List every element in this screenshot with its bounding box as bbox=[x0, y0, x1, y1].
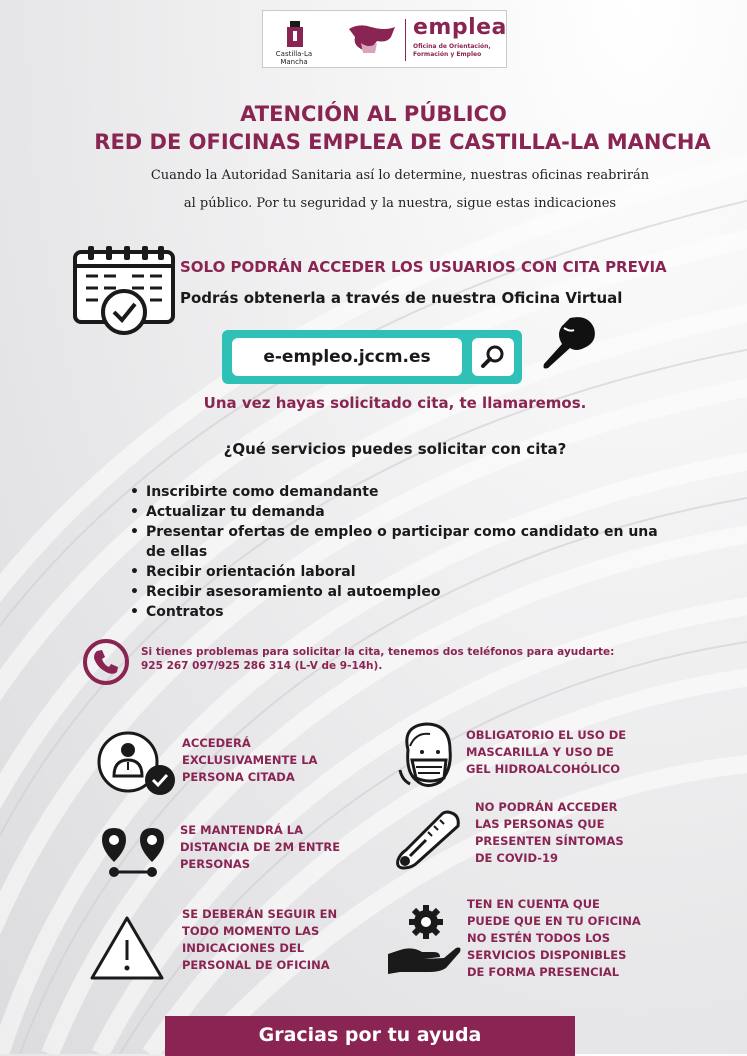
rule-indicaciones-line: INDICACIONES DEL bbox=[182, 941, 305, 955]
list-item: • Presentar ofertas de empleo o participar como candidato en una de ellas bbox=[128, 522, 668, 562]
pointing-hand-icon bbox=[540, 314, 600, 372]
search-button[interactable] bbox=[472, 338, 514, 376]
distance-pins-icon bbox=[100, 826, 166, 880]
rule-sintomas-line: NO PODRÁN ACCEDER bbox=[475, 800, 618, 814]
services-list bbox=[128, 482, 668, 622]
call-back-notice: Una vez hayas solicitado cita, te llamaremos. bbox=[203, 394, 587, 412]
rule-servicios-line: PUEDE QUE EN TU OFICINA bbox=[467, 914, 641, 928]
rule-indicaciones-line: PERSONAL DE OFICINA bbox=[182, 958, 330, 972]
brand-name: emplea bbox=[413, 15, 507, 40]
rule-distancia-line: PERSONAS bbox=[180, 857, 251, 871]
phone-help-text bbox=[141, 645, 661, 673]
page-subtitle: RED DE OFICINAS EMPLEA DE CASTILLA-LA MANCHA bbox=[94, 130, 711, 154]
thermometer-icon bbox=[392, 808, 464, 874]
rule-mascarilla bbox=[466, 727, 626, 778]
page-title: ATENCIÓN AL PÚBLICO bbox=[240, 102, 507, 126]
cita-previa-subtitle: Podrás obtenerla a través de nuestra Oficina Virtual bbox=[180, 289, 623, 307]
rule-citada-line: ACCEDERÁ bbox=[182, 736, 251, 750]
hand-gear-icon bbox=[386, 902, 462, 978]
rule-distancia-line: DISTANCIA DE 2M ENTRE bbox=[180, 840, 341, 854]
rule-indicaciones bbox=[182, 906, 337, 974]
rule-mascarilla-line: GEL HIDROALCOHÓLICO bbox=[466, 762, 621, 776]
rule-mascarilla-line: MASCARILLA Y USO DE bbox=[466, 745, 614, 759]
list-item: • Actualizar tu demanda bbox=[128, 502, 668, 522]
rule-servicios bbox=[467, 896, 641, 981]
rule-servicios-line: DE FORMA PRESENCIAL bbox=[467, 965, 620, 979]
rule-indicaciones-line: SE DEBERÁN SEGUIR EN bbox=[182, 907, 338, 921]
rule-mascarilla-line: OBLIGATORIO EL USO DE bbox=[466, 728, 627, 742]
rule-sintomas-line: LAS PERSONAS QUE bbox=[475, 817, 605, 831]
calendar-check-icon bbox=[72, 244, 176, 336]
brand-subtitle: Oficina de Orientación, Formación y Empleo bbox=[413, 43, 491, 58]
person-check-icon bbox=[96, 730, 178, 798]
rule-sintomas-line: DE COVID-19 bbox=[475, 851, 559, 865]
rule-servicios-line: NO ESTÉN TODOS LOS bbox=[467, 931, 611, 945]
list-item: • Contratos bbox=[128, 602, 668, 622]
rule-indicaciones-line: TODO MOMENTO LAS bbox=[182, 924, 320, 938]
rule-servicios-line: SERVICIOS DISPONIBLES bbox=[467, 948, 627, 962]
services-heading: ¿Qué servicios puedes solicitar con cita? bbox=[223, 440, 567, 458]
rule-distancia bbox=[180, 822, 340, 873]
region-name: Castilla-La Mancha bbox=[275, 50, 313, 66]
phone-numbers: 925 267 097/925 286 314 (L-V de 9-14h). bbox=[141, 660, 383, 672]
logo-box bbox=[262, 10, 507, 68]
rule-sintomas-line: PRESENTEN SÍNTOMAS bbox=[475, 834, 624, 848]
face-mask-icon bbox=[396, 720, 458, 790]
rule-citada-line: PERSONA CITADA bbox=[182, 770, 295, 784]
magnifier-icon bbox=[472, 338, 514, 376]
footer-thanks: Gracias por tu ayuda bbox=[165, 1016, 575, 1056]
intro-line-1: Cuando la Autoridad Sanitaria así lo determine, nuestras oficinas reabrirán bbox=[150, 168, 650, 183]
phone-help-line-1: Si tienes problemas para solicitar la cita, tenemos dos teléfonos para ayudarte: bbox=[141, 646, 615, 658]
rule-citada bbox=[182, 735, 317, 786]
warning-icon bbox=[88, 914, 166, 982]
cita-previa-title: SOLO PODRÁN ACCEDER LOS USUARIOS CON CITA PREVIA bbox=[180, 258, 667, 276]
rule-sintomas bbox=[475, 799, 624, 867]
rule-distancia-line: SE MANTENDRÁ LA bbox=[180, 823, 303, 837]
intro-line-2: al público. Por tu seguridad y la nuestra, sigue estas indicaciones bbox=[183, 196, 617, 211]
emplea-map-logo-icon bbox=[347, 23, 397, 57]
rule-citada-line: EXCLUSIVAMENTE LA bbox=[182, 753, 318, 767]
phone-icon bbox=[82, 638, 130, 686]
search-url-field[interactable]: e-empleo.jccm.es bbox=[232, 338, 462, 376]
list-item: • Inscribirte como demandante bbox=[128, 482, 668, 502]
castilla-la-mancha-crest-icon bbox=[285, 19, 305, 49]
logo-divider bbox=[405, 19, 406, 61]
list-item: • Recibir asesoramiento al autoempleo bbox=[128, 582, 668, 602]
rule-servicios-line: TEN EN CUENTA QUE bbox=[467, 897, 600, 911]
search-bar bbox=[222, 330, 522, 384]
list-item: • Recibir orientación laboral bbox=[128, 562, 668, 582]
